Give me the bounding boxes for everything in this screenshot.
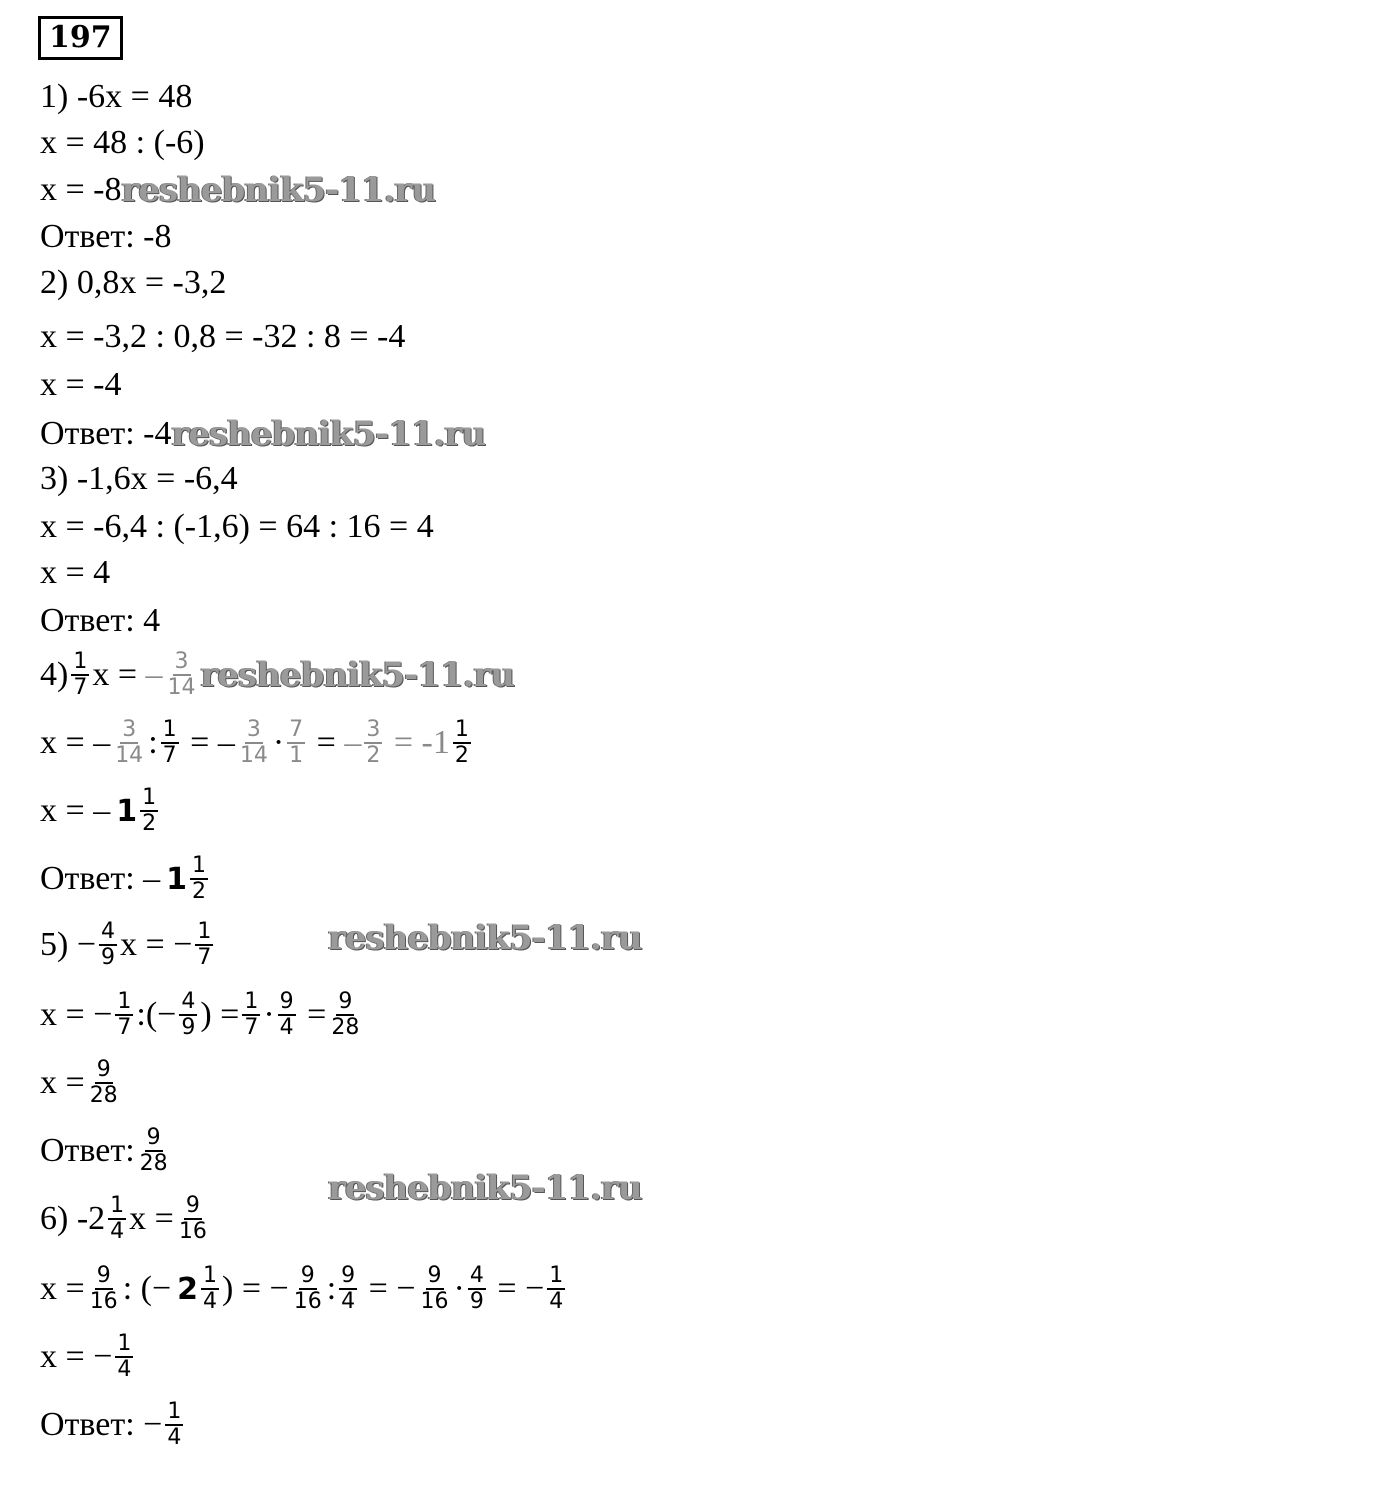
fraction-numerator: 1 <box>192 853 207 878</box>
fraction <box>201 1264 219 1314</box>
fraction <box>195 920 213 970</box>
fraction-numerator: 1 <box>203 1263 218 1288</box>
fraction-denominator: 2 <box>454 743 469 768</box>
fraction-denominator: 16 <box>293 1289 322 1314</box>
p3-answer: Ответ: 4 <box>40 602 161 639</box>
fraction-numerator: 9 <box>300 1263 315 1288</box>
p1-answer: Ответ: -8 <box>40 218 172 255</box>
fraction-numerator: 1 <box>197 919 212 944</box>
fraction-numerator: 1 <box>167 1399 182 1424</box>
fraction <box>71 650 89 700</box>
p2-answer: Ответ: -4 reshebnik5-11.ru <box>40 414 486 454</box>
fraction-numerator: 1 <box>454 717 469 742</box>
p4-line-3: x = – 1 $\frac{1}{2}$ <box>40 785 157 836</box>
p2-line-1: 2) 0,8x = -3,2 <box>40 264 227 301</box>
fraction <box>161 718 179 768</box>
fraction-denominator: 14 <box>115 743 144 768</box>
fraction-denominator: 4 <box>167 1425 182 1450</box>
watermark: reshebnik5-11.ru <box>328 918 642 958</box>
fraction-denominator: 7 <box>244 1015 259 1040</box>
fraction-denominator: 14 <box>239 743 268 768</box>
fraction-denominator: 16 <box>420 1289 449 1314</box>
fraction-numerator: 1 <box>110 1193 125 1218</box>
fraction-denominator: 7 <box>197 945 212 970</box>
p6-answer: Ответ: − $\frac{1}{4}$ <box>40 1399 182 1450</box>
fraction <box>108 1194 126 1244</box>
fraction-denominator: 4 <box>341 1289 356 1314</box>
p2-line-3: x = -4 <box>40 366 122 403</box>
fraction <box>238 718 270 768</box>
p5-line-2: x = − $\frac{1}{7}$ :( − $\frac{4}{9}$ ) = $\frac{1}{7}$ · $\frac{9}{4}$ = $\frac{9}{28}$ <box>40 989 360 1040</box>
fraction-numerator: 7 <box>289 717 304 742</box>
fraction <box>468 1264 486 1314</box>
fraction-denominator: 1 <box>289 743 304 768</box>
fraction-numerator: 3 <box>366 717 381 742</box>
fraction-numerator: 9 <box>185 1193 200 1218</box>
fraction-denominator: 16 <box>89 1289 118 1314</box>
fraction <box>115 990 133 1040</box>
problem-number-badge: 197 <box>38 16 123 60</box>
p5-line-3: x = $\frac{9}{28}$ <box>40 1057 118 1108</box>
watermark: reshebnik5-11.ru <box>171 414 486 454</box>
p2-line-2: x = -3,2 : 0,8 = -32 : 8 = -4 <box>40 318 406 355</box>
fraction <box>364 718 382 768</box>
fraction-denominator: 9 <box>469 1289 484 1314</box>
p4-line-2: x = – $\frac{3}{14}$ : $\frac{1}{7}$ = – $\frac{3}{14}$ · $\frac{7}{1}$ = – $\frac{3}{2}$ = -1 $\frac{1}{2}$ <box>40 717 469 768</box>
fraction-denominator: 7 <box>117 1015 132 1040</box>
fraction <box>292 1264 324 1314</box>
p3-line-2: x = -6,4 : (-1,6) = 64 : 16 = 4 <box>40 508 434 545</box>
fraction-denominator: 16 <box>178 1219 207 1244</box>
fraction-denominator: 7 <box>73 675 88 700</box>
fraction <box>177 1194 209 1244</box>
fraction-denominator: 28 <box>331 1015 360 1040</box>
watermark: reshebnik5-11.ru <box>200 655 515 695</box>
fraction-numerator: 9 <box>341 1263 356 1288</box>
fraction-denominator: 4 <box>549 1289 564 1314</box>
fraction-numerator: 9 <box>96 1263 111 1288</box>
fraction-denominator: 2 <box>192 879 207 904</box>
p3-line-1: 3) -1,6x = -6,4 <box>40 460 238 497</box>
fraction-numerator: 1 <box>162 717 177 742</box>
fraction-numerator: 3 <box>174 649 189 674</box>
fraction-numerator: 4 <box>469 1263 484 1288</box>
fraction-denominator: 28 <box>139 1151 168 1176</box>
p6-line-2: x = $\frac{9}{16}$ : ( − 2 $\frac{1}{4}$ ) = − $\frac{9}{16}$ : $\frac{9}{4}$ = − $\frac{9}{16}$ · $\frac{4}{9}$ = − $\frac{1}{4}$ <box>40 1263 564 1314</box>
fraction-numerator: 1 <box>117 1331 132 1356</box>
watermark: reshebnik5-11.ru <box>328 1168 642 1208</box>
fraction-numerator: 1 <box>549 1263 564 1288</box>
fraction <box>165 1400 183 1450</box>
p6-line-3: x = − $\frac{1}{4}$ <box>40 1331 132 1382</box>
fraction <box>287 718 305 768</box>
fraction-denominator: 9 <box>101 945 116 970</box>
p4-line-1: 4) $\frac{1}{7}$ x = – $\frac{3}{14}$ reshebnik5-11.ru <box>40 649 515 700</box>
p3-line-3: x = 4 <box>40 554 111 591</box>
fraction-numerator: 9 <box>427 1263 442 1288</box>
fraction-numerator: 4 <box>101 919 116 944</box>
fraction-numerator: 9 <box>279 989 294 1014</box>
fraction <box>547 1264 565 1314</box>
fraction-denominator: 4 <box>110 1219 125 1244</box>
watermark: reshebnik5-11.ru <box>121 170 436 210</box>
fraction-denominator: 2 <box>142 811 157 836</box>
fraction-numerator: 9 <box>96 1057 111 1082</box>
fraction <box>278 990 296 1040</box>
p4-answer: Ответ: – 1 $\frac{1}{2}$ <box>40 853 207 904</box>
fraction <box>329 990 361 1040</box>
fraction-numerator: 1 <box>142 785 157 810</box>
fraction <box>242 990 260 1040</box>
fraction-denominator: 4 <box>117 1357 132 1382</box>
p5-answer: Ответ: $\frac{9}{28}$ <box>40 1125 168 1176</box>
p1-line-3: x = -8 reshebnik5-11.ru <box>40 170 436 210</box>
fraction <box>138 1126 170 1176</box>
p5-line-1: 5) − $\frac{4}{9}$ x = − $\frac{1}{7}$ <box>40 919 212 970</box>
fraction-numerator: 1 <box>117 989 132 1014</box>
fraction <box>115 1332 133 1382</box>
fraction-denominator: 4 <box>279 1015 294 1040</box>
fraction-numerator: 1 <box>73 649 88 674</box>
fraction <box>453 718 471 768</box>
fraction <box>113 718 145 768</box>
fraction <box>88 1058 120 1108</box>
fraction <box>88 1264 120 1314</box>
fraction <box>179 990 197 1040</box>
fraction-denominator: 9 <box>181 1015 196 1040</box>
fraction-denominator: 7 <box>162 743 177 768</box>
fraction-numerator: 3 <box>246 717 261 742</box>
p1-line-1: 1) -6x = 48 <box>40 78 193 115</box>
fraction <box>419 1264 451 1314</box>
fraction-numerator: 9 <box>146 1125 161 1150</box>
fraction <box>339 1264 357 1314</box>
p1-line-2: x = 48 : (-6) <box>40 124 205 161</box>
fraction-denominator: 4 <box>203 1289 218 1314</box>
fraction-denominator: 14 <box>167 675 196 700</box>
fraction-numerator: 4 <box>181 989 196 1014</box>
fraction <box>140 786 158 836</box>
p6-line-1: 6) -2 $\frac{1}{4}$ x = $\frac{9}{16}$ <box>40 1193 207 1244</box>
fraction-denominator: 28 <box>89 1083 118 1108</box>
fraction-denominator: 2 <box>366 743 381 768</box>
fraction <box>99 920 117 970</box>
fraction-numerator: 1 <box>244 989 259 1014</box>
fraction <box>190 854 208 904</box>
fraction <box>166 650 198 700</box>
fraction-numerator: 9 <box>338 989 353 1014</box>
fraction-numerator: 3 <box>122 717 137 742</box>
